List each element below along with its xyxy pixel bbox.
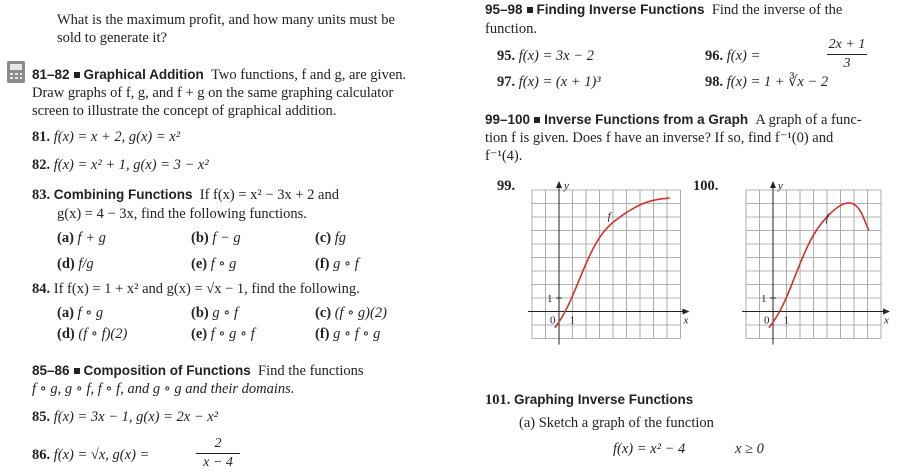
problem-84-header	[32, 280, 360, 298]
part-83f	[315, 255, 359, 273]
section-85-86-header	[32, 362, 364, 380]
part-expr: g ∘ f	[333, 256, 359, 272]
part-84d	[57, 325, 127, 343]
problem-101-function: f(x) = x² − 4	[613, 441, 686, 457]
part-label: (b)	[191, 305, 209, 321]
function-label: f	[607, 210, 611, 223]
part-83e	[191, 255, 236, 273]
section-text: Two functions, f and g, are given.	[211, 67, 407, 83]
problem-number: 95.	[497, 48, 516, 64]
x-axis-label: x	[683, 314, 689, 327]
part-expr: f ∘ g	[210, 256, 237, 272]
section-95-98-header	[485, 1, 842, 19]
section-title: Finding Inverse Functions	[536, 2, 705, 17]
problem-number: 84.	[32, 281, 51, 297]
section-81-82-line2: Draw graphs of f, g, and f + g on the same graphing calculator	[32, 85, 394, 101]
graph-99-number: 99.	[497, 178, 516, 194]
bullet-square-icon	[74, 72, 80, 78]
part-84f	[315, 325, 380, 343]
part-expr: g ∘ f	[212, 305, 238, 321]
part-label: (b)	[191, 230, 209, 246]
problem-title: Graphing Inverse Functions	[514, 392, 694, 407]
problem-expr: f(x) = x² + 1, g(x) = 3 − x²	[53, 157, 209, 173]
part-expr: f + g	[77, 230, 106, 246]
problem-number: 98.	[705, 74, 724, 90]
section-title: Graphical Addition	[83, 67, 204, 82]
problem-96	[705, 47, 760, 65]
problem-number: 97.	[497, 74, 516, 90]
problem-text: If f(x) = 1 + x² and g(x) = √x − 1, find the following.	[53, 281, 360, 297]
y-axis-arrow-icon	[770, 181, 776, 188]
problem-expr: f(x) = 3x − 2	[518, 48, 594, 64]
section-nums: 81–82	[32, 67, 70, 82]
x-tick-label: 1	[569, 314, 575, 327]
problem-number: 85.	[32, 409, 51, 425]
bullet-square-icon	[74, 368, 80, 374]
problem-98	[705, 73, 828, 91]
problem-83-header	[32, 186, 339, 204]
problem-96-fraction	[827, 37, 867, 72]
problem-83-line2: g(x) = 4 − 3x, find the following functions.	[57, 206, 307, 222]
graph-100	[738, 178, 898, 348]
problem-95	[497, 47, 594, 65]
problem-81	[32, 128, 180, 146]
fraction-bar	[827, 54, 867, 55]
problem-97	[497, 73, 601, 91]
x-axis-label: x	[884, 314, 889, 327]
fraction-numerator: 2x + 1	[828, 37, 866, 52]
part-84c	[315, 304, 387, 322]
section-text: Find the functions	[258, 363, 364, 379]
problem-expr: f(x) = 3x − 1, g(x) = 2x − x²	[53, 409, 219, 425]
section-81-82-header	[32, 66, 406, 84]
part-84e	[191, 325, 255, 343]
problem-title: Combining Functions	[53, 187, 193, 202]
graphing-calculator-icon	[6, 60, 26, 84]
section-81-82-line3: screen to illustrate the concept of graphical addition.	[32, 103, 337, 119]
section-99-100-header	[485, 111, 862, 129]
part-expr: f − g	[212, 230, 241, 246]
problem-number: 83.	[32, 187, 51, 203]
x-tick-label: 1	[783, 314, 789, 327]
section-title: Inverse Functions from a Graph	[544, 112, 749, 127]
problem-86	[32, 446, 149, 464]
problem-86-fraction	[196, 436, 240, 471]
problem-number: 96.	[705, 48, 724, 64]
part-expr: g ∘ f ∘ g	[333, 326, 381, 342]
problem-number: 81.	[32, 129, 51, 145]
part-label: (f)	[315, 326, 330, 342]
part-label: (e)	[191, 326, 208, 342]
problem-number: 82.	[32, 157, 51, 173]
section-nums: 95–98	[485, 2, 523, 17]
part-label: (d)	[57, 256, 75, 272]
problem-number: 101.	[485, 392, 511, 408]
section-text: Find the inverse of the	[711, 2, 843, 18]
part-83c	[315, 229, 346, 247]
problem-expr: f(x) = 1 + ∛x − 2	[726, 74, 829, 90]
part-expr: f ∘ g	[77, 305, 104, 321]
y-axis-label: y	[564, 180, 569, 192]
bullet-square-icon	[527, 7, 533, 13]
section-nums: 85–86	[32, 363, 70, 378]
section-99-100-line2: tion f is given. Does f have an inverse? If so, find f⁻¹(0) and	[485, 130, 834, 146]
part-expr: f ∘ g ∘ f	[210, 326, 255, 342]
intro-line-2: sold to generate it?	[57, 30, 167, 46]
y-axis-arrow-icon	[556, 181, 562, 188]
origin-label: 0	[764, 314, 770, 327]
section-text: A graph of a func-	[755, 112, 862, 128]
part-label: (d)	[57, 326, 75, 342]
y-tick-label: 1	[547, 293, 553, 305]
section-85-86-line2: f ∘ g, g ∘ f, f ∘ f, and g ∘ g and their domains.	[32, 381, 295, 397]
problem-expr: f(x) = x + 2, g(x) = x²	[53, 129, 181, 145]
fraction-numerator: 2	[214, 436, 222, 451]
fraction-denominator: 3	[843, 56, 851, 71]
problem-101-part-a: (a) Sketch a graph of the function	[519, 415, 714, 431]
section-95-98-line2: function.	[485, 21, 537, 37]
part-expr: (f ∘ g)(2)	[334, 305, 387, 321]
section-title: Composition of Functions	[83, 363, 251, 378]
fraction-denominator: x − 4	[203, 455, 233, 470]
problem-101-header	[485, 391, 693, 409]
y-axis-label: y	[778, 180, 783, 192]
part-label: (e)	[191, 256, 208, 272]
problem-85	[32, 408, 218, 426]
y-tick-label: 1	[761, 293, 767, 305]
problem-expr: f(x) = (x + 1)³	[518, 74, 601, 90]
section-nums: 99–100	[485, 112, 531, 127]
function-label: f	[825, 212, 829, 225]
problem-text: If f(x) = x² − 3x + 2 and	[199, 187, 339, 203]
bullet-square-icon	[534, 117, 540, 123]
problem-number: 86.	[32, 447, 51, 463]
part-label: (c)	[315, 230, 332, 246]
part-expr: (f ∘ f)(2)	[78, 326, 128, 342]
problem-82	[32, 156, 209, 174]
part-83a	[57, 229, 106, 247]
part-83d	[57, 255, 94, 273]
section-99-100-line3: f⁻¹(4).	[485, 148, 523, 164]
problem-expr: f(x) = √x, g(x) =	[53, 447, 150, 463]
part-label: (f)	[315, 256, 330, 272]
part-label: (c)	[315, 305, 332, 321]
part-expr: fg	[334, 230, 346, 246]
origin-label: 0	[550, 314, 556, 327]
graph-100-number: 100.	[693, 178, 719, 194]
problem-expr: f(x) =	[726, 48, 761, 64]
part-label: (a)	[57, 305, 74, 321]
part-expr: f/g	[78, 256, 94, 272]
fraction-bar	[196, 453, 240, 454]
intro-line-1: What is the maximum profit, and how many units must be	[57, 12, 395, 28]
problem-101-condition: x ≥ 0	[735, 441, 764, 457]
part-label: (a)	[57, 230, 74, 246]
part-84a	[57, 304, 103, 322]
part-84b	[191, 304, 238, 322]
graph-99	[524, 178, 694, 348]
part-83b	[191, 229, 241, 247]
